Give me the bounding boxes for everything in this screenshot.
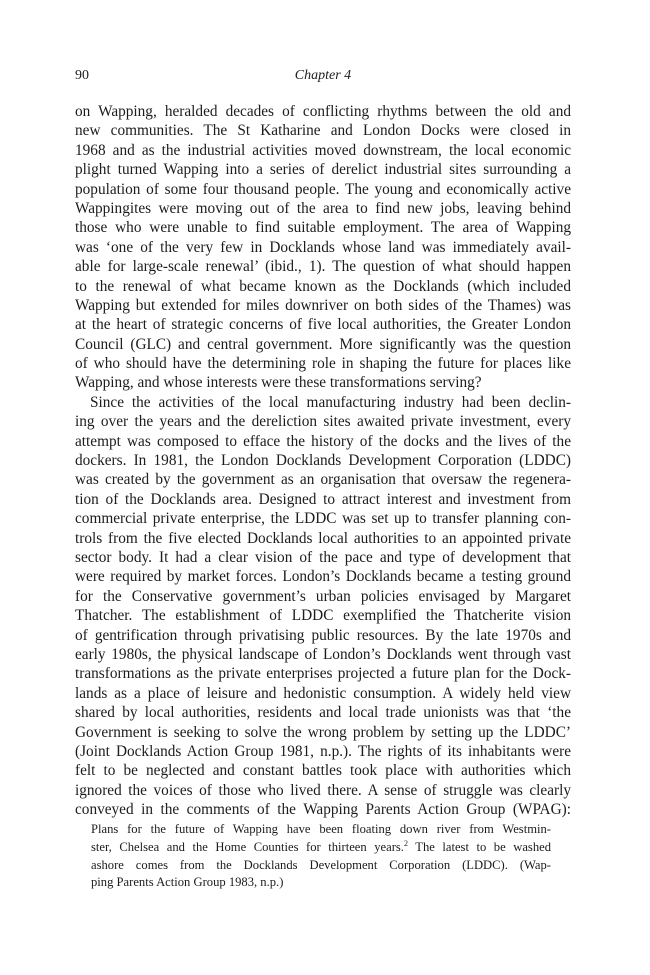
body-line: Government is seeking to solve the wrong problem by setting up the LDDC’	[75, 723, 571, 741]
body-line: was ‘one of the very few in Docklands whose land was immediately avail-	[75, 238, 571, 256]
body-text	[75, 102, 571, 819]
footnote-marker[interactable]: 2	[403, 838, 408, 848]
body-line: for the Conservative government’s urban policies envisaged by Margaret	[75, 587, 571, 605]
block-quote	[91, 821, 551, 892]
body-line: dockers. In 1981, the London Docklands Development Corporation (LDDC)	[75, 452, 571, 470]
body-line: at the heart of strategic concerns of five local authorities, the Greater London	[75, 316, 571, 334]
body-line: attempt was composed to efface the history of the docks and the lives of the	[75, 432, 571, 450]
running-head: Chapter 4	[294, 68, 352, 83]
body-line: of who should have the determining role in shaping the future for places like	[75, 355, 571, 373]
body-line: Thatcher. The establishment of LDDC exemplified the Thatcherite vision	[75, 607, 571, 625]
body-line: early 1980s, the physical landscape of London’s Docklands went through vast	[75, 645, 571, 663]
body-line: Wappingites were moving out of the area to find new jobs, leaving behind	[75, 199, 571, 217]
body-line: Council (GLC) and central government. More significantly was the question	[75, 335, 571, 353]
body-line: of gentrification through privatising public resources. By the late 1970s and	[75, 626, 571, 644]
body-line: lands as a place of leisure and hedonistic consumption. A widely held view	[75, 684, 571, 702]
body-line: felt to be neglected and constant battles took place with authorities which	[75, 762, 571, 780]
body-line: ing over the years and the dereliction sites awaited private investment, every	[75, 413, 571, 431]
body-line: those who were unable to find suitable employment. The area of Wapping	[75, 219, 571, 237]
body-line: tion of the Docklands area. Designed to attract interest and investment from	[75, 490, 571, 508]
quote-line: ashore comes from the Docklands Development Corporation (LDDC). (Wap-	[91, 857, 551, 872]
body-line: on Wapping, heralded decades of conflicting rhythms between the old and	[75, 103, 571, 120]
body-line: sector body. It had a clear vision of the pace and type of development that	[75, 548, 571, 566]
page-number: 90	[75, 68, 89, 83]
body-line: commercial private enterprise, the LDDC was set up to transfer planning con-	[75, 510, 571, 528]
body-line: Since the activities of the local manufacturing industry had been declin-	[90, 393, 571, 411]
body-line: new communities. The St Katharine and London Docks were closed in	[75, 122, 571, 140]
body-line: Wapping but extended for miles downriver on both sides of the Thames) was	[75, 296, 571, 314]
body-line: shared by local authorities, residents and local trade unionists was that ‘the	[75, 704, 571, 722]
body-line: conveyed in the comments of the Wapping Parents Action Group (WPAG):	[75, 801, 571, 819]
page-header	[75, 66, 571, 86]
body-line: population of some four thousand people. The young and economically active	[75, 180, 571, 198]
quote-text: ster, Chelsea and the Home Counties for thirteen years.	[91, 839, 404, 854]
body-line: Wapping, and whose interests were these transformations serving?	[75, 374, 482, 392]
body-line: trols from the five elected Docklands local authorities to an appointed private	[75, 529, 571, 547]
body-line: (Joint Docklands Action Group 1981, n.p.). The rights of its inhabitants were	[75, 742, 571, 760]
body-line: transformations as the private enterprises projected a future plan for the Dock-	[75, 665, 571, 683]
body-line: 1968 and as the industrial activities moved downstream, the local economic	[75, 141, 571, 159]
body-line: plight turned Wapping into a series of derelict industrial sites surrounding a	[75, 161, 571, 179]
body-line: was created by the government as an organisation that oversaw the regenera-	[75, 471, 571, 489]
quote-text: The latest to be washed	[407, 839, 551, 854]
body-line: ignored the voices of those who lived there. A sense of struggle was clearly	[75, 781, 571, 799]
quote-line: Plans for the future of Wapping have been floating down river from Westmin-	[91, 822, 551, 836]
quote-line: ping Parents Action Group 1983, n.p.)	[91, 875, 284, 890]
body-line: able for large-scale renewal’ (ibid., 1). The question of what should happen	[75, 258, 571, 276]
body-line: were required by market forces. London’s Docklands became a testing ground	[75, 568, 571, 586]
quote-line	[91, 839, 551, 857]
body-line: to the renewal of what became known as the Docklands (which included	[75, 277, 571, 295]
